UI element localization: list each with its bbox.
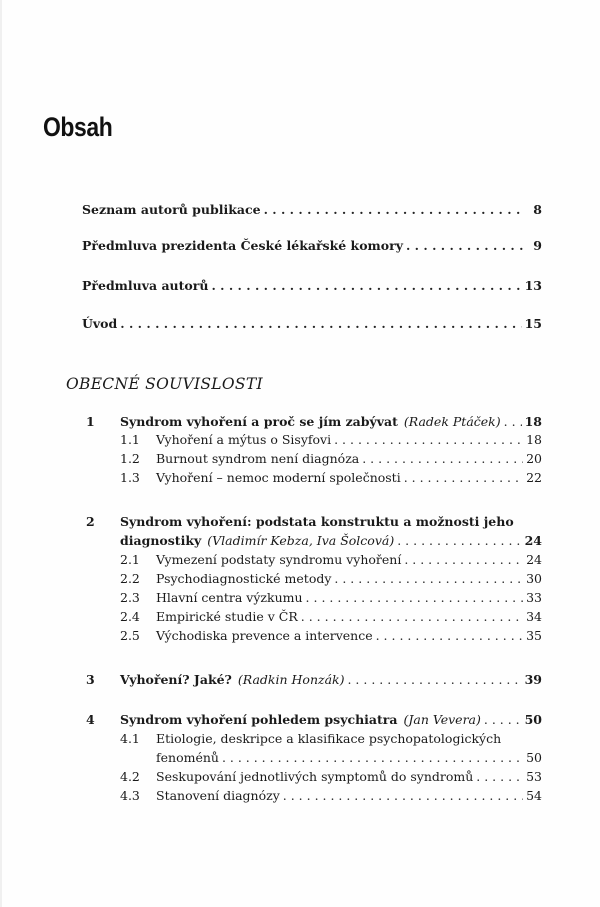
subsection-title: Stanovení diagnózy <box>156 788 280 803</box>
toc-subsection[interactable] <box>156 788 542 804</box>
toc-chapter[interactable] <box>120 414 542 430</box>
chapter-page: 50 <box>524 712 542 727</box>
dot-leader <box>301 609 523 625</box>
subsection-page: 54 <box>526 788 542 803</box>
chapter-author: (Vladimír Kebza, Iva Šolcová) <box>207 533 395 548</box>
toc-entry-title: Předmluva prezidenta České lékařské komory <box>82 238 403 253</box>
subsection-page: 34 <box>526 609 542 624</box>
dot-leader <box>504 414 522 430</box>
subsection-number: 4.3 <box>120 788 140 803</box>
chapter-number: 3 <box>86 672 95 687</box>
dot-leader <box>264 202 525 218</box>
toc-subsection[interactable] <box>156 432 542 448</box>
dot-leader <box>404 552 523 568</box>
chapter-number: 2 <box>86 514 95 529</box>
dot-leader <box>120 316 521 332</box>
toc-subsection[interactable] <box>156 609 542 625</box>
subsection-title: Seskupování jednotlivých symptomů do syndromů <box>156 769 474 784</box>
subsection-title: Psychodiagnostické metody <box>156 571 332 586</box>
subsection-number: 2.4 <box>120 609 140 624</box>
toc-subsection[interactable] <box>156 628 542 644</box>
subsection-number: 2.1 <box>120 552 140 567</box>
toc-subsection[interactable] <box>156 571 542 587</box>
subsection-title: Vyhoření a mýtus o Sisyfovi <box>156 432 332 447</box>
chapter-page: 39 <box>524 672 542 687</box>
dot-leader <box>376 628 523 644</box>
subsection-page: 53 <box>526 769 542 784</box>
subsection-number: 2.2 <box>120 571 140 586</box>
subsection-page: 30 <box>526 571 542 586</box>
toc-subsection[interactable] <box>156 451 542 467</box>
toc-chapter[interactable] <box>120 672 542 688</box>
chapter-page: 24 <box>524 533 542 548</box>
subsection-page: 35 <box>526 628 542 643</box>
dot-leader <box>397 533 521 549</box>
toc-entry-title: Seznam autorů publikace <box>82 202 261 217</box>
dot-leader <box>404 470 523 486</box>
toc-subsection[interactable] <box>156 470 542 486</box>
toc-subsection[interactable] <box>156 590 542 606</box>
chapter-title: Syndrom vyhoření pohledem psychiatra <box>120 712 398 727</box>
subsection-number: 2.3 <box>120 590 140 605</box>
chapter-number: 4 <box>86 712 95 727</box>
subsection-page: 33 <box>526 590 542 605</box>
section-heading: OBECNÉ SOUVISLOSTI <box>66 375 263 393</box>
subsection-title: Burnout syndrom není diagnóza <box>156 451 360 466</box>
subsection-number: 2.5 <box>120 628 140 643</box>
toc-entry[interactable] <box>82 278 542 294</box>
dot-leader <box>283 788 523 804</box>
subsection-title: Východiska prevence a intervence <box>156 628 373 643</box>
chapter-title-line2: diagnostiky <box>120 533 202 548</box>
dot-leader <box>211 278 521 294</box>
toc-entry[interactable] <box>82 202 542 218</box>
dot-leader <box>306 590 524 606</box>
toc-entry-page: 8 <box>533 202 542 217</box>
subsection-page: 20 <box>526 451 542 466</box>
toc-entry-title: Předmluva autorů <box>82 278 209 293</box>
chapter-author: (Radek Ptáček) <box>403 414 501 429</box>
chapter-author: (Jan Vevera) <box>403 712 481 727</box>
dot-leader <box>222 750 523 766</box>
dot-leader <box>362 451 523 467</box>
dot-leader <box>347 672 521 688</box>
toc-subsection[interactable] <box>156 750 542 766</box>
chapter-author: (Radkin Honzák) <box>237 672 345 687</box>
toc-entry-page: 13 <box>524 278 542 293</box>
subsection-title-line2: fenoménů <box>156 750 219 765</box>
toc-subsection[interactable] <box>156 769 542 785</box>
chapter-title-line1[interactable]: Syndrom vyhoření: podstata konstruktu a možnosti jeho <box>120 514 514 529</box>
subsection-number: 1.1 <box>120 432 140 447</box>
toc-entry-page: 9 <box>533 238 542 253</box>
toc-entry-page: 15 <box>524 316 542 331</box>
toc-entry[interactable] <box>82 316 542 332</box>
subsection-title: Vymezení podstaty syndromu vyhoření <box>156 552 402 567</box>
subsection-number: 4.1 <box>120 731 140 746</box>
subsection-page: 24 <box>526 552 542 567</box>
dot-leader <box>406 238 525 254</box>
chapter-title: Vyhoření? Jaké? <box>120 672 232 687</box>
toc-subsection[interactable] <box>156 552 542 568</box>
subsection-page: 22 <box>526 470 542 485</box>
dot-leader <box>476 769 523 785</box>
chapter-number: 1 <box>86 414 95 429</box>
page-title: Obsah <box>43 112 113 142</box>
dot-leader <box>334 432 523 448</box>
chapter-title: Syndrom vyhoření a proč se jím zabývat <box>120 414 398 429</box>
subsection-title: Vyhoření – nemoc moderní společnosti <box>156 470 401 485</box>
chapter-page: 18 <box>524 414 542 429</box>
dot-leader <box>484 712 522 728</box>
dot-leader <box>334 571 523 587</box>
subsection-title-line1[interactable]: Etiologie, deskripce a klasifikace psychopatologických <box>156 731 502 746</box>
subsection-title: Empirické studie v ČR <box>156 609 298 624</box>
subsection-page: 50 <box>526 750 542 765</box>
subsection-number: 1.2 <box>120 451 140 466</box>
subsection-page: 18 <box>526 432 542 447</box>
subsection-number: 4.2 <box>120 769 140 784</box>
toc-chapter[interactable] <box>120 712 542 728</box>
toc-chapter[interactable] <box>120 533 542 549</box>
subsection-title: Hlavní centra výzkumu <box>156 590 303 605</box>
subsection-number: 1.3 <box>120 470 140 485</box>
toc-entry[interactable] <box>82 238 542 254</box>
toc-entry-title: Úvod <box>82 316 118 331</box>
